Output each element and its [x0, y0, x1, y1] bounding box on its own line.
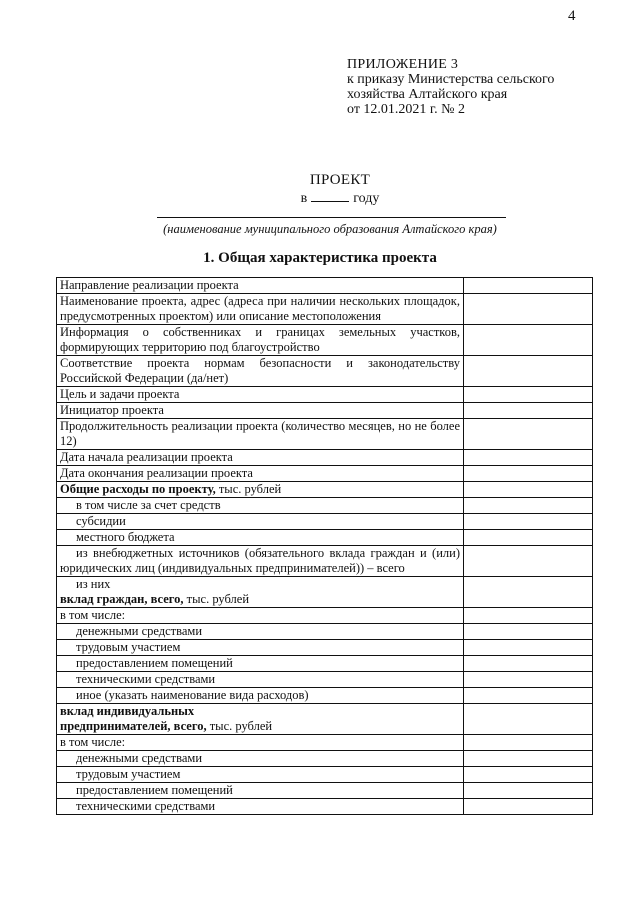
row-value-cell — [464, 767, 593, 783]
row-value-cell — [464, 356, 593, 387]
table-row — [57, 608, 593, 624]
row-value-cell — [464, 450, 593, 466]
row-value-cell — [464, 294, 593, 325]
row-label: предоставлением помещений — [57, 656, 464, 672]
table-row — [57, 325, 593, 356]
row-label: предоставлением помещений — [57, 783, 464, 799]
row-label: Продолжительность реализации проекта (количество месяцев, но не более 12) — [57, 419, 464, 450]
row-value-cell — [464, 751, 593, 767]
table-row — [57, 624, 593, 640]
row-value-cell — [464, 735, 593, 751]
row-value-cell — [464, 514, 593, 530]
row-value-cell — [464, 466, 593, 482]
row-label: Наименование проекта, адрес (адреса при наличии нескольких площадок, предусмотренных проектом) или описание местоположения — [57, 294, 464, 325]
table-row — [57, 799, 593, 815]
row-label: техническими средствами — [57, 799, 464, 815]
table-row — [57, 466, 593, 482]
row-value-cell — [464, 482, 593, 498]
row-label: Информация о собственниках и границах земельных участков, формирующих территорию под благоустройство — [57, 325, 464, 356]
row-label-bold: вклад граждан, всего, — [60, 592, 184, 606]
table-row — [57, 294, 593, 325]
row-value-cell — [464, 799, 593, 815]
year-blank-field — [311, 190, 349, 202]
row-label-unit: тыс. рублей — [206, 719, 273, 733]
row-value-cell — [464, 325, 593, 356]
row-label: субсидии — [57, 514, 464, 530]
project-year-line — [0, 190, 640, 207]
row-label: трудовым участием — [57, 640, 464, 656]
row-label: в том числе за счет средств — [57, 498, 464, 514]
table-row — [57, 672, 593, 688]
table-row — [57, 767, 593, 783]
row-label: техническими средствами — [57, 672, 464, 688]
table-row — [57, 387, 593, 403]
row-label: Инициатор проекта — [57, 403, 464, 419]
page-number: 4 — [568, 8, 576, 24]
row-value-cell — [464, 530, 593, 546]
row-label: Направление реализации проекта — [57, 278, 464, 294]
table-row — [57, 278, 593, 294]
row-label: Дата начала реализации проекта — [57, 450, 464, 466]
row-value-cell — [464, 656, 593, 672]
project-title: ПРОЕКТ — [309, 172, 371, 188]
table-row — [57, 482, 593, 498]
row-label: местного бюджета — [57, 530, 464, 546]
table-row — [57, 656, 593, 672]
table-row — [57, 546, 593, 577]
row-label: денежными средствами — [57, 624, 464, 640]
row-label: Дата окончания реализации проекта — [57, 466, 464, 482]
row-label-bold: Общие расходы по проекту, — [60, 482, 216, 496]
row-label-unit: тыс. рублей — [215, 482, 282, 496]
row-value-cell — [464, 688, 593, 704]
row-label — [57, 482, 464, 498]
table-row — [57, 450, 593, 466]
table-row — [57, 704, 593, 735]
table-row — [57, 498, 593, 514]
table-row — [57, 751, 593, 767]
row-value-cell — [464, 546, 593, 577]
appendix-block — [347, 57, 554, 117]
municipality-underline — [157, 217, 506, 218]
row-value-cell — [464, 387, 593, 403]
row-value-cell — [464, 672, 593, 688]
table-row — [57, 640, 593, 656]
table-row — [57, 419, 593, 450]
row-value-cell — [464, 640, 593, 656]
row-value-cell — [464, 577, 593, 608]
row-value-cell — [464, 419, 593, 450]
row-label-unit: тыс. рублей — [183, 592, 250, 606]
appendix-line-date: от 12.01.2021 г. № 2 — [347, 102, 465, 117]
row-value-cell — [464, 278, 593, 294]
table-row — [57, 688, 593, 704]
table-row — [57, 577, 593, 608]
appendix-line-ministry: хозяйства Алтайского края — [347, 87, 508, 102]
row-label-bold: вклад индивидуальных — [60, 704, 195, 718]
table-row — [57, 735, 593, 751]
project-characteristics-table — [56, 277, 593, 815]
row-label: из внебюджетных источников (обязательного вклада граждан и (или) юридических лиц (индивидуальных предпринимателей)) – всего — [57, 546, 464, 577]
row-label-sub: из них — [76, 577, 111, 591]
row-value-cell — [464, 704, 593, 735]
row-label: денежными средствами — [57, 751, 464, 767]
row-value-cell — [464, 783, 593, 799]
section-title: 1. Общая характеристика проекта — [203, 250, 437, 266]
row-label: Цель и задачи проекта — [57, 387, 464, 403]
row-label — [57, 577, 464, 608]
table-row — [57, 403, 593, 419]
year-prefix: в — [300, 191, 308, 206]
year-suffix: году — [353, 191, 380, 206]
row-value-cell — [464, 624, 593, 640]
row-value-cell — [464, 608, 593, 624]
row-label: трудовым участием — [57, 767, 464, 783]
row-value-cell — [464, 498, 593, 514]
table-row — [57, 514, 593, 530]
row-label: в том числе: — [57, 608, 464, 624]
table-row — [57, 356, 593, 387]
row-label: Соответствие проекта нормам безопасности и законодательству Российской Федерации (да/нет) — [57, 356, 464, 387]
row-label — [57, 704, 464, 735]
table-row — [57, 530, 593, 546]
row-label-bold: предпринимателей, всего, — [60, 719, 207, 733]
appendix-line-order: к приказу Министерства сельского — [347, 72, 555, 87]
appendix-title: ПРИЛОЖЕНИЕ 3 — [347, 57, 459, 72]
row-label: иное (указать наименование вида расходов) — [57, 688, 464, 704]
table-row — [57, 783, 593, 799]
municipality-caption: (наименование муниципального образования Алтайского края) — [163, 222, 497, 236]
row-label: в том числе: — [57, 735, 464, 751]
row-value-cell — [464, 403, 593, 419]
